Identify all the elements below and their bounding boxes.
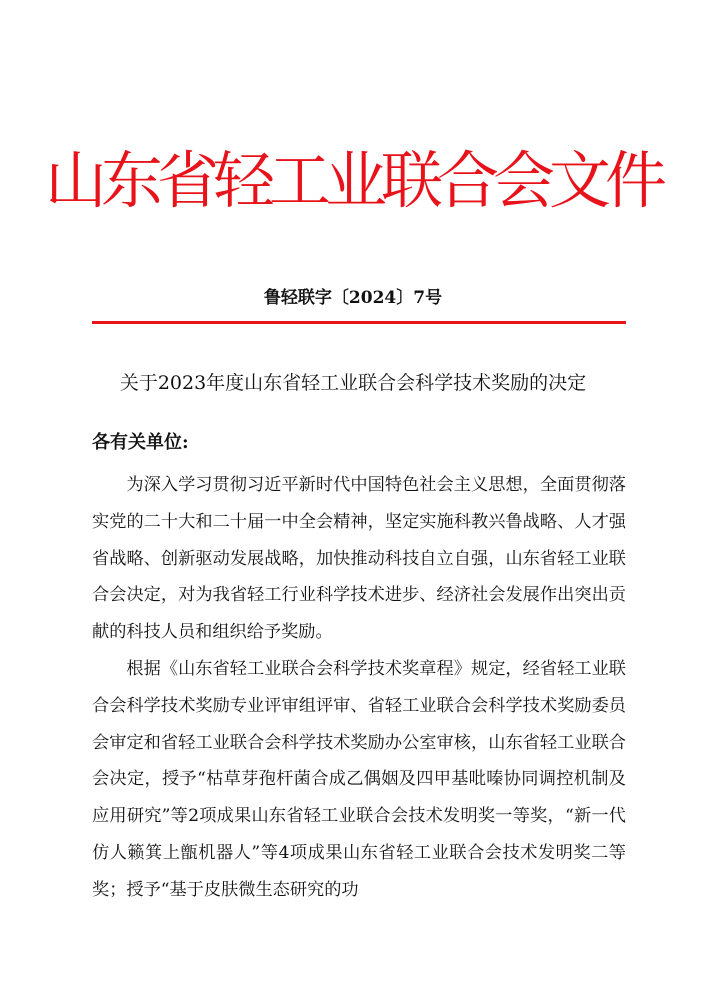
body-paragraph-2: 根据《山东省轻工业联合会科学技术奖章程》规定，经省轻工业联合会科学技术奖励专业评审组评审、省轻工业联合会科学技术奖励委员会审定和省轻工业联合会科学技术奖励办公室审核，山东省轻工业联合会决定，授予“枯草芽孢杆菌合成乙偶姻及四甲基吡嗪协同调控机制及应用研究”等2项成果山东省轻工业联合会技术发明奖一等奖，“新一代仿人籁箕上甑机器人”等4项成果山东省轻工业联合会技术发明奖二等奖；授予“基于皮肤微生态研究的功 [92,659,626,900]
document-masthead: 山东省轻工业联合会文件 [44,144,661,217]
document-number: 鲁轻联字〔2024〕7号 [263,288,443,308]
body-paragraph-1: 为深入学习贯彻习近平新时代中国特色社会主义思想，全面贯彻落实党的二十大和二十届一中全会精神，坚定实施科教兴鲁战略、人才强省战略、创新驱动发展战略，加快推动科技自立自强，山东省轻工业联合会决定，对为我省轻工行业科学技术进步、经济社会发展作出突出贡献的科技人员和组织给予奖励。 [92,475,626,643]
red-divider-line [92,321,626,324]
document-title: 关于2023年度山东省轻工业联合会科学技术奖励的决定 [119,372,587,394]
salutation: 各有关单位: [92,432,189,453]
